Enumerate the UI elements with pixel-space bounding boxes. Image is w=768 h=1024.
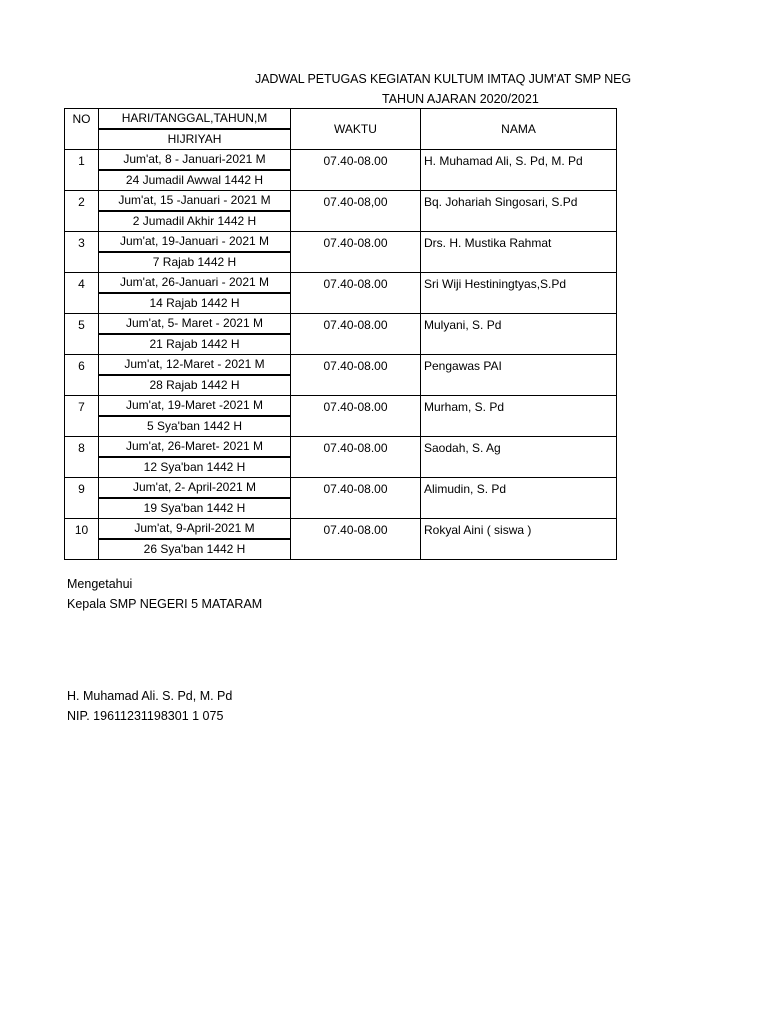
row-officer-name: Pengawas PAI	[421, 355, 617, 396]
row-number: 9	[65, 478, 99, 519]
row-date-masehi: Jum'at, 5- Maret - 2021 M	[99, 314, 291, 335]
table-row	[65, 396, 617, 417]
header-time: WAKTU	[291, 109, 421, 150]
document-title: JADWAL PETUGAS KEGIATAN KULTUM IMTAQ JUM'AT SMP NEG	[255, 72, 632, 86]
header-hijriyah: HIJRIYAH	[99, 129, 291, 150]
row-officer-name: Alimudin, S. Pd	[421, 478, 617, 519]
row-time: 07.40-08.00	[291, 355, 421, 396]
row-number: 6	[65, 355, 99, 396]
row-time: 07.40-08.00	[291, 437, 421, 478]
row-officer-name: Rokyal Aini ( siswa )	[421, 519, 617, 560]
row-number: 2	[65, 191, 99, 232]
row-number: 5	[65, 314, 99, 355]
signature-acknowledge: Mengetahui	[67, 577, 133, 591]
row-officer-name: Mulyani, S. Pd	[421, 314, 617, 355]
header-date: HARI/TANGGAL,TAHUN,M	[99, 109, 291, 130]
row-date-masehi: Jum'at, 15 -Januari - 2021 M	[99, 191, 291, 212]
signature-position: Kepala SMP NEGERI 5 MATARAM	[67, 597, 263, 611]
table-row	[65, 355, 617, 376]
row-number: 4	[65, 273, 99, 314]
table-row	[65, 273, 617, 294]
table-row	[65, 150, 617, 171]
row-date-masehi: Jum'at, 26-Maret- 2021 M	[99, 437, 291, 458]
row-date-hijriyah: 26 Sya'ban 1442 H	[99, 539, 291, 560]
row-officer-name: H. Muhamad Ali, S. Pd, M. Pd	[421, 150, 617, 191]
table-row	[65, 437, 617, 458]
table-row	[65, 232, 617, 253]
header-name: NAMA	[421, 109, 617, 150]
row-time: 07.40-08,00	[291, 191, 421, 232]
row-number: 7	[65, 396, 99, 437]
header-no: NO	[65, 109, 99, 130]
row-date-hijriyah: 24 Jumadil Awwal 1442 H	[99, 170, 291, 191]
row-number: 3	[65, 232, 99, 273]
row-officer-name: Sri Wiji Hestiningtyas,S.Pd	[421, 273, 617, 314]
row-date-hijriyah: 2 Jumadil Akhir 1442 H	[99, 211, 291, 232]
row-number: 8	[65, 437, 99, 478]
row-date-masehi: Jum'at, 9-April-2021 M	[99, 519, 291, 540]
row-officer-name: Drs. H. Mustika Rahmat	[421, 232, 617, 273]
row-date-hijriyah: 7 Rajab 1442 H	[99, 252, 291, 273]
row-time: 07.40-08.00	[291, 478, 421, 519]
row-date-hijriyah: 14 Rajab 1442 H	[99, 293, 291, 314]
table-row	[65, 314, 617, 335]
header-no-spacer	[65, 129, 99, 150]
schedule-table	[64, 108, 617, 560]
row-time: 07.40-08.00	[291, 519, 421, 560]
row-officer-name: Saodah, S. Ag	[421, 437, 617, 478]
row-date-masehi: Jum'at, 12-Maret - 2021 M	[99, 355, 291, 376]
row-date-hijriyah: 12 Sya'ban 1442 H	[99, 457, 291, 478]
row-date-masehi: Jum'at, 8 - Januari-2021 M	[99, 150, 291, 171]
row-time: 07.40-08.00	[291, 273, 421, 314]
table-row	[65, 478, 617, 499]
row-officer-name: Murham, S. Pd	[421, 396, 617, 437]
row-time: 07.40-08.00	[291, 232, 421, 273]
table-row	[65, 191, 617, 212]
row-time: 07.40-08.00	[291, 314, 421, 355]
row-date-masehi: Jum'at, 19-Maret -2021 M	[99, 396, 291, 417]
row-date-masehi: Jum'at, 19-Januari - 2021 M	[99, 232, 291, 253]
table-row	[65, 519, 617, 540]
row-date-masehi: Jum'at, 2- April-2021 M	[99, 478, 291, 499]
row-date-hijriyah: 19 Sya'ban 1442 H	[99, 498, 291, 519]
signature-nip: NIP. 19611231198301 1 075	[67, 709, 224, 723]
row-date-hijriyah: 5 Sya'ban 1442 H	[99, 416, 291, 437]
row-time: 07.40-08.00	[291, 150, 421, 191]
table-header-row	[65, 109, 617, 130]
document-subtitle: TAHUN AJARAN 2020/2021	[382, 92, 539, 106]
signature-name: H. Muhamad Ali. S. Pd, M. Pd	[67, 689, 233, 703]
row-officer-name: Bq. Johariah Singosari, S.Pd	[421, 191, 617, 232]
row-date-masehi: Jum'at, 26-Januari - 2021 M	[99, 273, 291, 294]
row-number: 10	[65, 519, 99, 560]
row-date-hijriyah: 28 Rajab 1442 H	[99, 375, 291, 396]
row-time: 07.40-08.00	[291, 396, 421, 437]
row-number: 1	[65, 150, 99, 191]
row-date-hijriyah: 21 Rajab 1442 H	[99, 334, 291, 355]
